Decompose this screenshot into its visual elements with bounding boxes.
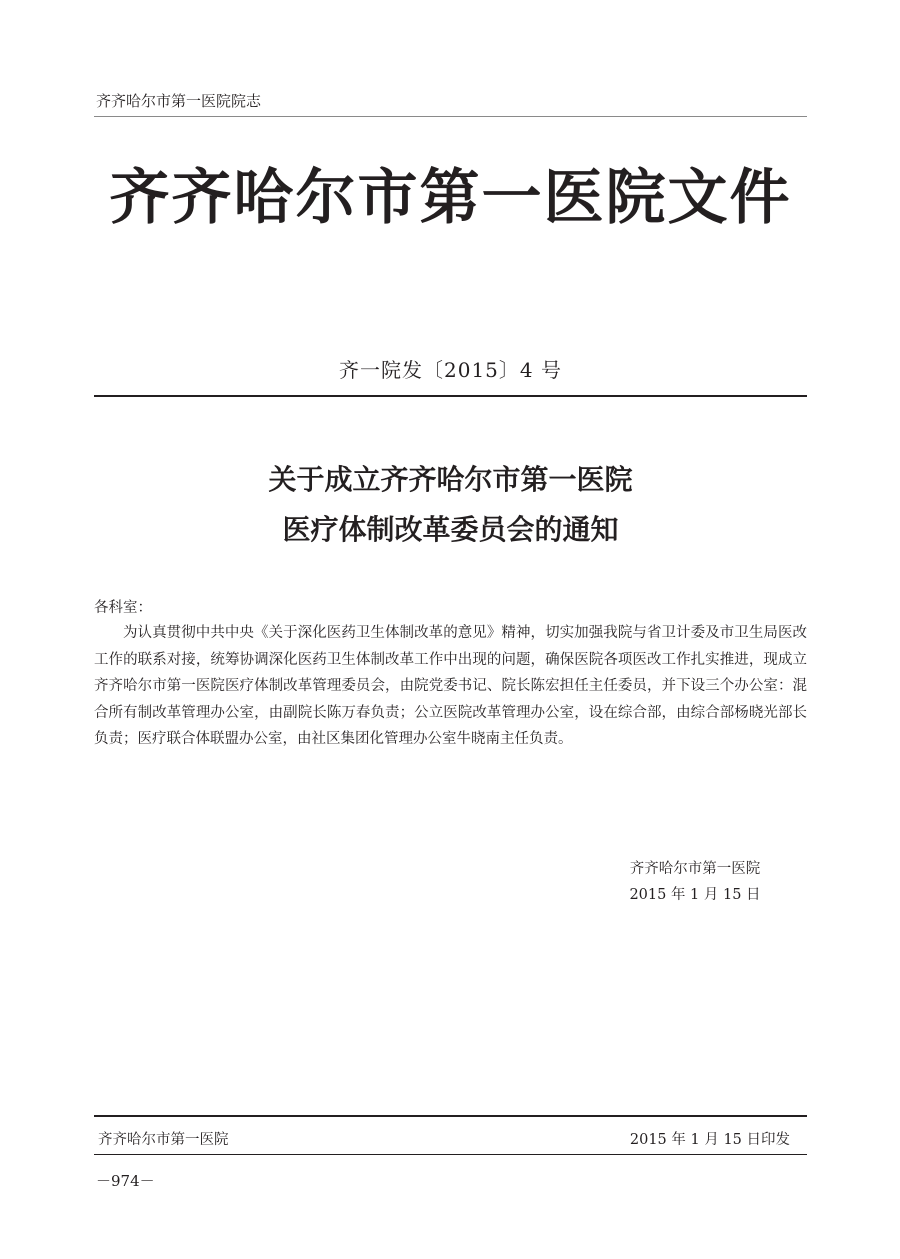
page-number: －974－ bbox=[96, 1172, 155, 1190]
signature-date: 2015 年 1 月 15 日 bbox=[629, 887, 761, 903]
document-title: 齐齐哈尔市第一医院文件 bbox=[109, 163, 792, 233]
footer-org: 齐齐哈尔市第一医院 bbox=[98, 1132, 229, 1148]
notice-title-line-2: 医疗体制改革委员会的通知 bbox=[282, 513, 619, 546]
signature-org: 齐齐哈尔市第一医院 bbox=[629, 861, 761, 877]
body-paragraph: 为认真贯彻中共中央《关于深化医药卫生体制改革的意见》精神，切实加强我院与省卫计委及市卫生局医改工作的联系对接，统筹协调深化医药卫生体制改革工作中出现的问题，确保医院各项医改工作扎实推进，现成立齐齐哈尔市第一医院医疗体制改革管理委员会，由院党委书记、院长陈宏担任主任委员，并下设三个办公室：混合所有制改革管理办公室，由副院长陈万春负责；公立医院改革管理办公室，设在综合部，由综合部杨晓光部长负责；医疗联合体联盟办公室，由社区集团化管理办公室牛晓南主任负责。 bbox=[94, 625, 807, 747]
footer-top-rule bbox=[94, 1115, 807, 1117]
running-header: 齐齐哈尔市第一医院院志 bbox=[96, 92, 262, 110]
footer-bottom-rule bbox=[94, 1154, 807, 1155]
signature-block bbox=[600, 856, 790, 908]
footer-issue-date: 2015 年 1 月 15 日印发 bbox=[629, 1132, 790, 1148]
salutation: 各科室： bbox=[94, 600, 152, 616]
notice-title-line-1: 关于成立齐齐哈尔市第一医院 bbox=[268, 463, 633, 496]
document-number-rule bbox=[94, 395, 807, 397]
header-rule bbox=[94, 116, 807, 117]
document-number: 齐一院发〔2015〕4 号 bbox=[339, 358, 562, 382]
notice-title bbox=[94, 455, 807, 555]
